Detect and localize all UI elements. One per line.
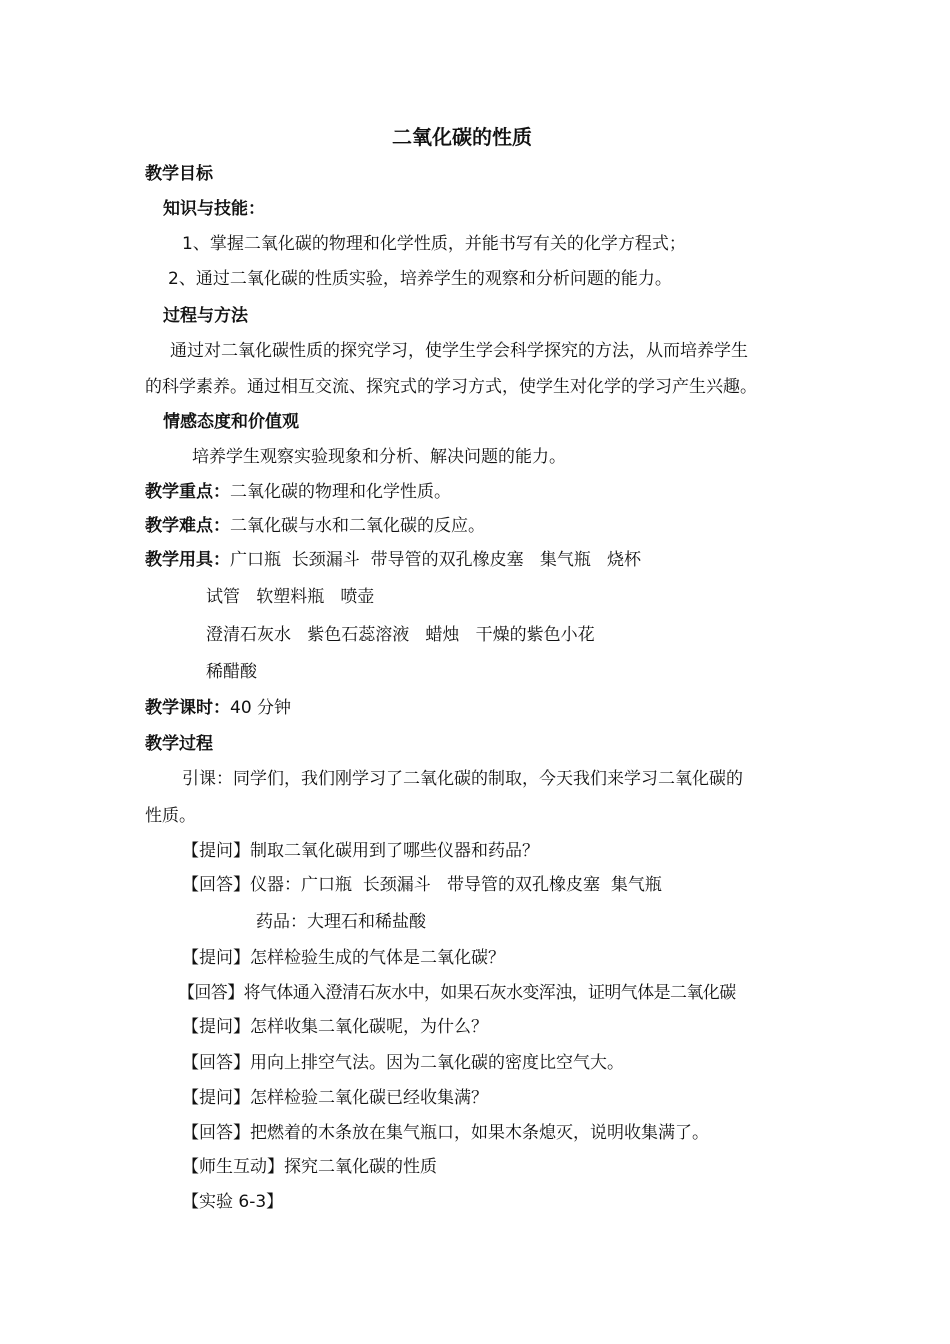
tools-line: 广口瓶 长颈漏斗 带导管的双孔橡皮塞 集气瓶 烧杯 <box>230 550 642 570</box>
qa-line: 【提问】怎样检验二氧化碳已经收集满？ <box>182 1088 488 1108</box>
intro-line: 性质。 <box>145 806 196 826</box>
process-line: 的科学素养。通过相互交流、探究式的学习方式，使学生对化学的学习产生兴趣。 <box>145 377 757 397</box>
qa-line: 【师生互动】探究二氧化碳的性质 <box>182 1157 437 1177</box>
emotion-text: 培养学生观察实验现象和分析、解决问题的能力。 <box>192 447 566 467</box>
process-line: 通过对二氧化碳性质的探究学习，使学生学会科学探究的方法，从而培养学生 <box>170 341 748 361</box>
qa-line: 药品：大理石和稀盐酸 <box>256 912 426 932</box>
page-title: 二氧化碳的性质 <box>392 125 532 149</box>
tools-line: 试管 软塑料瓶 喷壶 <box>206 587 375 607</box>
process-heading: 过程与方法 <box>163 306 248 326</box>
difficulty <box>145 515 485 537</box>
tools-line: 澄清石灰水 紫色石蕊溶液 蜡烛 干燥的紫色小花 <box>206 625 595 645</box>
knowledge-item: 2、通过二氧化碳的性质实验，培养学生的观察和分析问题的能力。 <box>168 269 672 289</box>
qa-line: 【回答】把燃着的木条放在集气瓶口，如果木条熄灭，说明收集满了。 <box>182 1123 709 1143</box>
tools-label: 教学用具： <box>145 550 230 570</box>
duration <box>145 697 291 719</box>
intro-line: 引课：同学们，我们刚学习了二氧化碳的制取，今天我们来学习二氧化碳的 <box>182 769 743 789</box>
process2-heading: 教学过程 <box>145 734 213 754</box>
qa-line: 【回答】仪器：广口瓶 长颈漏斗 带导管的双孔橡皮塞 集气瓶 <box>182 875 662 895</box>
qa-line: 【回答】用向上排空气法。因为二氧化碳的密度比空气大。 <box>182 1053 624 1073</box>
key-point-label: 教学重点： <box>145 482 230 502</box>
qa-line: 【回答】将气体通入澄清石灰水中，如果石灰水变浑浊，证明气体是二氧化碳 <box>178 983 736 1003</box>
difficulty-label: 教学难点： <box>145 516 230 536</box>
qa-line: 【提问】制取二氧化碳用到了哪些仪器和药品？ <box>182 841 539 861</box>
knowledge-heading: 知识与技能： <box>163 199 265 219</box>
knowledge-item: 1、掌握二氧化碳的物理和化学性质，并能书写有关的化学方程式； <box>182 234 686 254</box>
qa-line: 【实验 6-3】 <box>182 1192 284 1212</box>
goals-heading: 教学目标 <box>145 164 213 184</box>
tools <box>145 549 641 571</box>
qa-line: 【提问】怎样检验生成的气体是二氧化碳？ <box>182 948 505 968</box>
duration-label: 教学课时： <box>145 698 230 718</box>
emotion-heading: 情感态度和价值观 <box>163 412 299 432</box>
tools-line: 稀醋酸 <box>206 662 257 682</box>
key-point <box>145 481 451 503</box>
difficulty-text: 二氧化碳与水和二氧化碳的反应。 <box>230 516 485 536</box>
key-point-text: 二氧化碳的物理和化学性质。 <box>230 482 451 502</box>
qa-line: 【提问】怎样收集二氧化碳呢，为什么？ <box>182 1017 488 1037</box>
duration-text: 40 分钟 <box>230 698 292 718</box>
